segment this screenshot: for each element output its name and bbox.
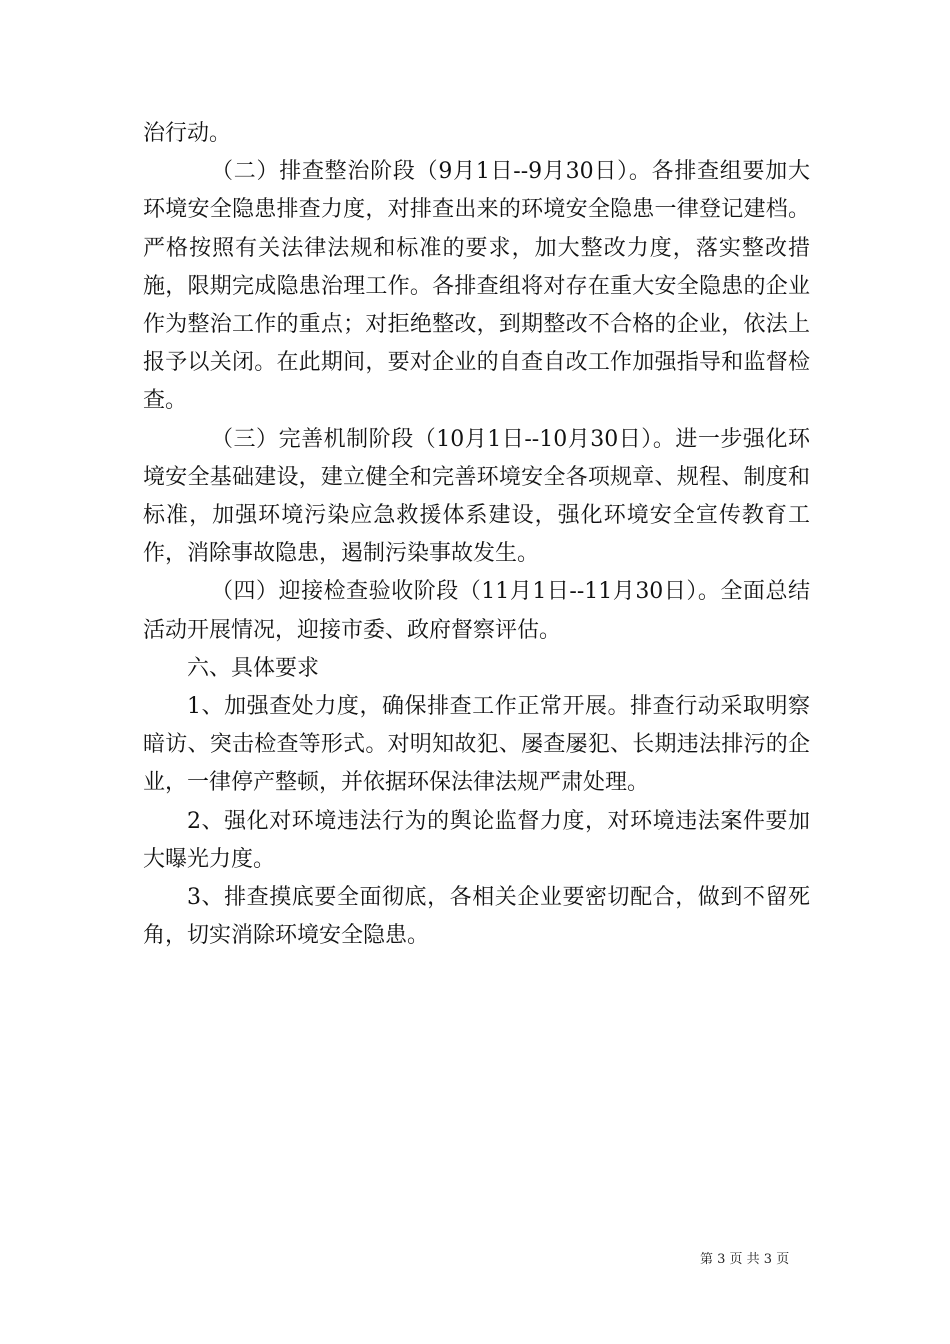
- page-number-footer: 第 3 页 共 3 页: [700, 1252, 790, 1267]
- paragraph-phase-4: （四）迎接检查验收阶段（11月1日--11月30日）。全面总结活动开展情况，迎接市委、政府督察评估。: [143, 579, 810, 643]
- paragraph-requirement-2: 2、强化对环境违法行为的舆论监督力度，对环境违法案件要加大曝光力度。: [143, 808, 810, 872]
- paragraph-requirement-1: 1、加强查处力度，确保排查工作正常开展。排查行动采取明察暗访、突击检查等形式。对明知故犯、屡查屡犯、长期违法排污的企业，一律停产整顿，并依据环保法律法规严肃处理。: [143, 694, 810, 796]
- paragraph-phase-2: （二）排查整治阶段（9月1日--9月30日）。各排查组要加大环境安全隐患排查力度，对排查出来的环境安全隐患一律登记建档。严格按照有关法律法规和标准的要求，加大整改力度，落实整改措施，限期完成隐患治理工作。各排查组将对存在重大安全隐患的企业作为整治工作的重点；对拒绝整改，到期整改不合格的企业，依法上报予以关闭。在此期间，要对企业的自查自改工作加强指导和监督检查。: [143, 159, 810, 414]
- paragraph-requirement-3: 3、排查摸底要全面彻底，各相关企业要密切配合，做到不留死角，切实消除环境安全隐患。: [143, 885, 810, 949]
- document-body: [143, 115, 810, 955]
- paragraph-phase-3: （三）完善机制阶段（10月1日--10月30日）。进一步强化环境安全基础建设，建立健全和完善环境安全各项规章、规程、制度和标准，加强环境污染应急救援体系建设，强化环境安全宣传教育工作，消除事故隐患，遏制污染事故发生。: [143, 426, 810, 567]
- section-heading-requirements: 六、具体要求: [187, 655, 320, 681]
- paragraph-continuation: 治行动。: [143, 121, 232, 146]
